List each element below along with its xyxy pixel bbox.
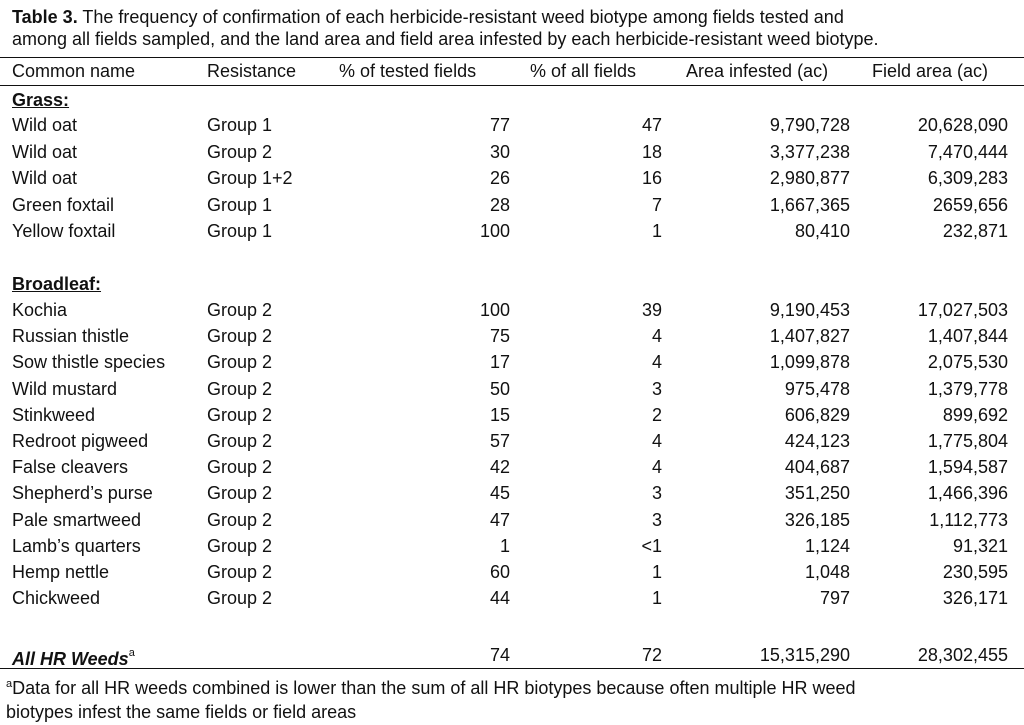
table-row — [0, 454, 1024, 480]
cell-all-fields: 18 — [641, 141, 662, 162]
cell-all-fields: 4 — [651, 326, 662, 347]
cell-tested-fields: 30 — [489, 141, 510, 162]
cell-all-fields: 4 — [651, 457, 662, 478]
cell-area-infested: 3,377,238 — [769, 141, 850, 162]
cell-field-area: 7,470,444 — [927, 141, 1008, 162]
cell-area-infested: 404,687 — [784, 457, 850, 478]
cell-resistance: Group 2 — [207, 326, 273, 347]
table-row — [0, 585, 1024, 611]
cell-common-name: Redroot pigweed — [12, 431, 149, 451]
cell-field-area: 230,595 — [942, 562, 1008, 582]
header-row — [0, 58, 1024, 84]
header-field-area: Field area (ac) — [872, 61, 989, 81]
cell-area-infested: 424,123 — [784, 431, 850, 451]
total-area: 15,315,290 — [759, 645, 850, 665]
table-row — [0, 402, 1024, 428]
cell-common-name: Kochia — [12, 300, 68, 320]
cell-resistance: Group 2 — [207, 378, 273, 399]
cell-resistance: Group 2 — [207, 404, 273, 425]
cell-field-area: 1,112,773 — [929, 509, 1008, 530]
cell-area-infested: 1,048 — [804, 562, 850, 582]
table-row — [0, 428, 1024, 454]
cell-resistance: Group 2 — [207, 457, 273, 478]
cell-all-fields: 7 — [651, 194, 662, 215]
cell-tested-fields: 44 — [489, 588, 510, 609]
cell-field-area: 1,466,396 — [927, 483, 1008, 504]
cell-common-name: Lamb’s quarters — [12, 535, 141, 556]
table-caption — [12, 6, 1012, 50]
cell-area-infested: 9,190,453 — [769, 300, 850, 320]
cell-field-area: 2659,656 — [932, 194, 1008, 215]
cell-area-infested: 351,250 — [784, 483, 850, 504]
cell-tested-fields: 47 — [489, 509, 510, 530]
cell-common-name: False cleavers — [12, 457, 129, 478]
cell-area-infested: 975,478 — [784, 378, 850, 399]
cell-all-fields: 2 — [651, 404, 662, 425]
header-all-fields: % of all fields — [530, 61, 637, 81]
cell-resistance: Group 1 — [207, 115, 273, 135]
caption-text-2: among all fields sampled, and the land area and field area infested by each herbicide-resistant weed biotype. — [12, 29, 879, 49]
cell-tested-fields: 45 — [489, 483, 510, 504]
cell-area-infested: 9,790,728 — [769, 115, 850, 135]
total-row — [0, 642, 1024, 668]
cell-all-fields: 4 — [651, 352, 662, 373]
cell-tested-fields: 75 — [489, 326, 510, 347]
section-grass-row — [0, 87, 1024, 113]
cell-field-area: 1,407,844 — [927, 326, 1008, 347]
cell-tested-fields: 17 — [489, 352, 510, 373]
header-rule — [0, 85, 1024, 86]
cell-all-fields: 39 — [641, 300, 662, 320]
cell-field-area: 17,027,503 — [917, 300, 1008, 320]
table-row — [0, 218, 1024, 244]
cell-all-fields: 4 — [651, 431, 662, 451]
cell-area-infested: 1,407,827 — [769, 326, 850, 347]
cell-common-name: Shepherd’s purse — [12, 483, 153, 504]
cell-tested-fields: 50 — [489, 378, 510, 399]
cell-area-infested: 606,829 — [784, 404, 850, 425]
cell-common-name: Wild oat — [12, 141, 78, 162]
caption-text-1: The frequency of confirmation of each herbicide-resistant weed biotype among fields tested and — [82, 7, 844, 27]
cell-tested-fields: 77 — [489, 115, 510, 135]
cell-area-infested: 1,124 — [804, 535, 850, 556]
cell-all-fields: 16 — [641, 168, 662, 188]
cell-common-name: Wild oat — [12, 168, 78, 188]
table-row — [0, 507, 1024, 533]
cell-common-name: Stinkweed — [12, 404, 96, 425]
footnote-text-2: biotypes infest the same fields or field areas — [6, 702, 357, 722]
total-tested: 74 — [489, 645, 510, 665]
cell-resistance: Group 1+2 — [207, 168, 293, 188]
cell-all-fields: 47 — [641, 115, 662, 135]
cell-area-infested: 1,099,878 — [769, 352, 850, 373]
cell-field-area: 1,379,778 — [927, 378, 1008, 399]
cell-tested-fields: 1 — [499, 535, 510, 556]
cell-common-name: Sow thistle species — [12, 352, 166, 373]
cell-all-fields: 3 — [651, 483, 662, 504]
cell-area-infested: 80,410 — [794, 221, 850, 241]
table-footnote — [6, 672, 1016, 724]
cell-common-name: Wild mustard — [12, 378, 118, 399]
cell-field-area: 2,075,530 — [927, 352, 1008, 373]
cell-resistance: Group 2 — [207, 141, 273, 162]
cell-field-area: 1,594,587 — [927, 457, 1008, 478]
cell-common-name: Green foxtail — [12, 194, 115, 215]
cell-common-name: Pale smartweed — [12, 509, 142, 530]
cell-all-fields: 1 — [651, 562, 662, 582]
cell-all-fields: <1 — [641, 535, 662, 556]
cell-common-name: Hemp nettle — [12, 562, 110, 582]
cell-area-infested: 2,980,877 — [769, 168, 850, 188]
cell-area-infested: 326,185 — [784, 509, 850, 530]
cell-field-area: 91,321 — [952, 535, 1008, 556]
header-area-infested: Area infested (ac) — [686, 61, 829, 81]
table-row — [0, 112, 1024, 138]
cell-field-area: 899,692 — [942, 404, 1008, 425]
table-row — [0, 192, 1024, 218]
total-label-text: All HR Weeds — [12, 649, 129, 669]
cell-area-infested: 1,667,365 — [769, 194, 850, 215]
table-row — [0, 533, 1024, 559]
cell-field-area: 6,309,283 — [927, 168, 1008, 188]
section-grass-heading: Grass: — [12, 90, 70, 110]
cell-resistance: Group 2 — [207, 352, 273, 373]
cell-resistance: Group 2 — [207, 535, 273, 556]
header-tested-fields: % of tested fields — [339, 61, 477, 81]
section-broadleaf-heading: Broadleaf: — [12, 274, 102, 294]
cell-resistance: Group 2 — [207, 483, 273, 504]
bottom-rule — [0, 668, 1024, 669]
cell-tested-fields: 28 — [489, 194, 510, 215]
cell-common-name: Yellow foxtail — [12, 221, 116, 241]
cell-field-area: 1,775,804 — [927, 431, 1008, 451]
cell-resistance: Group 1 — [207, 194, 273, 215]
table-label: Table 3. — [12, 7, 78, 27]
total-footnote-marker: a — [128, 647, 135, 659]
cell-field-area: 20,628,090 — [917, 115, 1008, 135]
cell-all-fields: 3 — [651, 509, 662, 530]
footnote-marker: a — [6, 678, 13, 690]
cell-tested-fields: 60 — [489, 562, 510, 582]
table-row — [0, 480, 1024, 506]
cell-common-name: Chickweed — [12, 588, 101, 609]
cell-all-fields: 3 — [651, 378, 662, 399]
header-common-name: Common name — [12, 61, 136, 81]
cell-resistance: Group 1 — [207, 221, 273, 241]
table-row — [0, 559, 1024, 585]
section-broadleaf-row — [0, 271, 1024, 297]
cell-tested-fields: 26 — [489, 168, 510, 188]
cell-tested-fields: 57 — [489, 431, 510, 451]
table-row — [0, 165, 1024, 191]
caption-line-1 — [12, 6, 1012, 28]
cell-area-infested: 797 — [819, 588, 850, 609]
table-row — [0, 349, 1024, 375]
cell-resistance: Group 2 — [207, 509, 273, 530]
cell-resistance: Group 2 — [207, 588, 273, 609]
footnote-text-1: Data for all HR weeds combined is lower than the sum of all HR biotypes because often multiple HR weed — [12, 678, 856, 698]
cell-field-area: 232,871 — [942, 221, 1008, 241]
cell-common-name: Russian thistle — [12, 326, 130, 347]
cell-tested-fields: 42 — [489, 457, 510, 478]
cell-resistance: Group 2 — [207, 431, 273, 451]
cell-field-area: 326,171 — [942, 588, 1008, 609]
cell-all-fields: 1 — [651, 221, 662, 241]
cell-all-fields: 1 — [651, 588, 662, 609]
table-row — [0, 376, 1024, 402]
header-resistance: Resistance — [207, 61, 297, 81]
cell-common-name: Wild oat — [12, 115, 78, 135]
total-all: 72 — [641, 645, 662, 665]
table-row — [0, 139, 1024, 165]
cell-resistance: Group 2 — [207, 300, 273, 320]
table-row — [0, 323, 1024, 349]
cell-resistance: Group 2 — [207, 562, 273, 582]
cell-tested-fields: 15 — [489, 404, 510, 425]
total-field: 28,302,455 — [917, 645, 1008, 665]
table-row — [0, 297, 1024, 323]
cell-tested-fields: 100 — [479, 221, 510, 241]
footnote-line-1 — [6, 672, 1016, 700]
cell-tested-fields: 100 — [479, 300, 510, 320]
